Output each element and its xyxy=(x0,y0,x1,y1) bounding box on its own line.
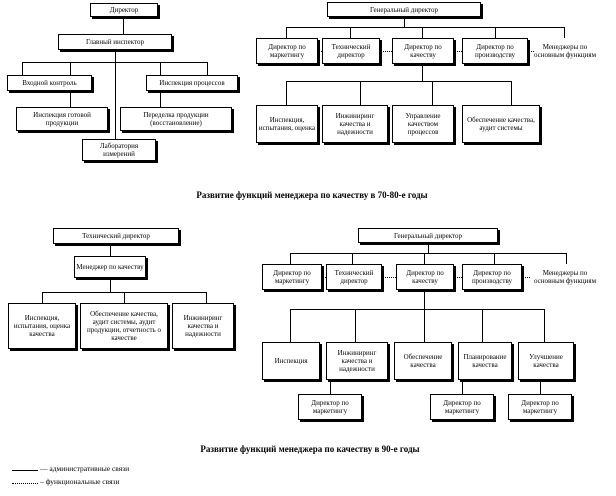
functional-link xyxy=(528,51,534,52)
connector xyxy=(432,81,433,105)
connector xyxy=(286,27,287,38)
box-b2-technical-director: Технический директор xyxy=(326,264,382,290)
box-b2-quality-engineering: Инжиниринг качества и надежности xyxy=(326,342,388,380)
box-b2-marketing-director: Директор по маркетингу xyxy=(262,264,322,290)
box-b2-functional-managers: Менеджеры по основным функциям xyxy=(530,264,600,290)
connector xyxy=(123,17,124,34)
box-t2-quality-engineering: Инжиниринг качества и надежности xyxy=(322,105,388,143)
functional-link xyxy=(318,51,322,52)
box-b2-general-director: Генеральный директор xyxy=(358,228,498,243)
box-b1-inspection-testing: Инспекция, испытания, оценка качества xyxy=(8,303,76,349)
box-b2-marketing-director-3: Директор по маркетингу xyxy=(430,394,494,420)
legend-label-administrative: — административные связи xyxy=(40,464,130,473)
box-t1-chief-inspector: Главный инспектор xyxy=(58,34,172,50)
connector xyxy=(350,27,351,38)
connector xyxy=(42,292,43,303)
connector xyxy=(566,253,567,264)
connector xyxy=(422,64,423,81)
connector xyxy=(290,309,544,310)
connector xyxy=(115,62,116,139)
box-t2-inspection-testing: Инспекция, испытания, оценка xyxy=(256,105,318,143)
connector xyxy=(428,243,429,253)
connector xyxy=(115,50,116,62)
connector xyxy=(424,309,425,342)
connector xyxy=(110,278,111,292)
caption-top: Развитие функций менеджера по качеству в 70-80-е годы xyxy=(196,190,428,200)
connector xyxy=(511,81,512,105)
connector xyxy=(482,309,483,342)
functional-link xyxy=(322,277,326,278)
legend-line-solid xyxy=(12,470,38,471)
connector xyxy=(286,81,287,105)
connector xyxy=(495,27,496,38)
box-t1-process-inspection: Инспекция процессов xyxy=(146,75,238,91)
box-b2-quality-director: Директор по качеству xyxy=(396,264,454,290)
connector xyxy=(540,380,541,394)
box-b1-technical-director: Технический директор xyxy=(53,228,179,244)
box-t2-quality-assurance-audit: Обеспечение качества, аудит системы xyxy=(462,105,540,143)
functional-link xyxy=(454,277,462,278)
connector xyxy=(330,380,331,394)
connector xyxy=(424,253,425,264)
box-t1-measurement-lab: Лаборатория измерений xyxy=(82,139,156,161)
box-b2-marketing-director-2: Директор по маркетингу xyxy=(298,394,362,420)
connector xyxy=(22,62,23,75)
connector xyxy=(352,253,353,264)
functional-link xyxy=(380,51,392,52)
connector xyxy=(124,292,125,303)
box-b2-inspection: Инспекция xyxy=(262,342,320,380)
functional-link xyxy=(382,277,396,278)
box-t1-input-control: Входной контроль xyxy=(7,75,92,91)
box-b2-quality-improvement: Улучшение качества xyxy=(518,342,574,380)
box-t2-process-quality-mgmt: Управление качеством процессов xyxy=(392,105,454,143)
box-t1-rework: Переделка продукции (восстановление) xyxy=(120,107,232,131)
box-t1-director: Директор xyxy=(90,3,158,17)
box-b2-quality-planning: Планирование качества xyxy=(458,342,512,380)
legend-label-functional: – функциональные связи xyxy=(40,477,120,486)
box-b2-production-director: Директор по производству xyxy=(462,264,522,290)
box-b1-quality-assurance: Обеспечение качества, аудит системы, аудит продукции, отчетность о качестве xyxy=(80,303,168,349)
box-t2-production-director: Директор по производству xyxy=(462,38,528,64)
connector xyxy=(424,290,425,309)
connector xyxy=(494,253,495,264)
box-b1-quality-engineering: Инжиниринг качества и надежности xyxy=(172,303,234,349)
connector xyxy=(290,253,291,264)
box-b2-quality-assurance: Обеспечение качества xyxy=(394,342,452,380)
connector xyxy=(290,253,566,254)
connector xyxy=(404,17,405,27)
functional-link xyxy=(454,51,462,52)
connector xyxy=(207,62,208,75)
box-b1-quality-manager: Менеджер по качеству xyxy=(74,256,146,278)
box-t2-technical-director: Технический директор xyxy=(322,38,380,64)
box-b2-marketing-director-4: Директор по маркетингу xyxy=(508,394,572,420)
caption-bottom: Развитие функций менеджера по качеству в 90-е годы xyxy=(200,444,420,454)
connector xyxy=(564,27,565,38)
box-t2-general-director: Генеральный директор xyxy=(327,2,481,17)
legend-line-dotted xyxy=(12,483,38,484)
box-t2-functional-managers: Менеджеры по основным функциям xyxy=(532,38,598,64)
connector xyxy=(286,27,564,28)
connector xyxy=(286,81,511,82)
connector xyxy=(422,27,423,38)
connector xyxy=(290,309,291,342)
functional-link xyxy=(522,277,530,278)
connector xyxy=(360,81,361,105)
box-t2-marketing-director: Директор по маркетингу xyxy=(256,38,318,64)
connector xyxy=(355,309,356,342)
box-t2-quality-director: Директор по качеству xyxy=(392,38,454,64)
connector xyxy=(110,244,111,256)
connector xyxy=(462,380,463,394)
connector xyxy=(544,309,545,342)
box-t1-final-inspection: Инспекция готовой продукции xyxy=(16,107,108,131)
connector xyxy=(206,292,207,303)
